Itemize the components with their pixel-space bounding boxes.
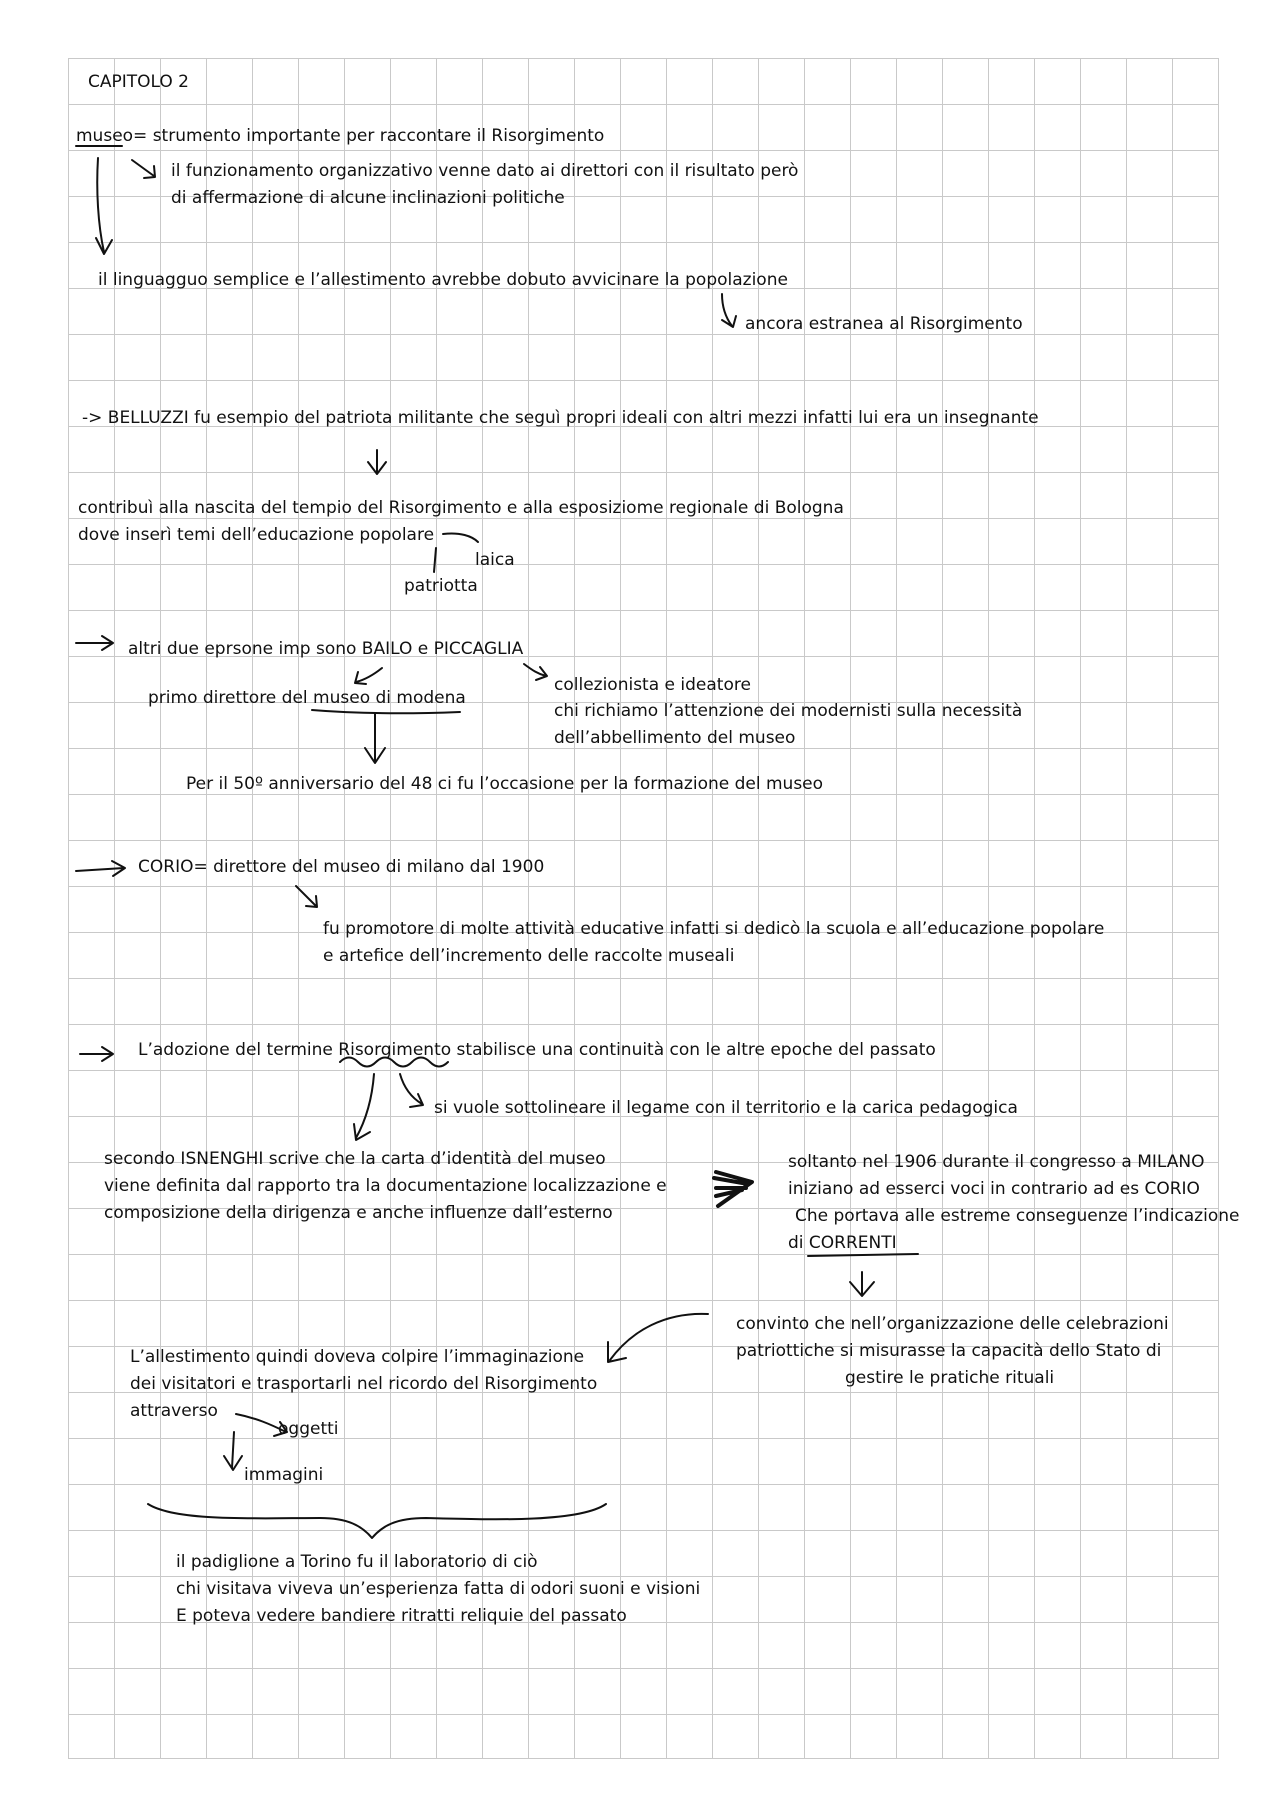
laica-label: laica [475,550,515,570]
padiglione-line-2: chi visitava viveva un’esperienza fatta di odori suoni e visioni [176,1579,701,1599]
convinto-line-2: patriottiche si misurasse la capacità dello Stato di [736,1341,1162,1361]
promotore-line-2: e artefice dell’incremento delle raccolte museali [323,946,735,966]
padiglione-line-3: E poteva vedere bandiere ritratti reliquie del passato [176,1606,627,1626]
milano-line-1: soltanto nel 1906 durante il congresso a MILANO [788,1152,1205,1172]
allestimento-line-3: attraverso [130,1401,218,1421]
milano-line-4: di CORRENTI [788,1233,897,1253]
chapter-title: CAPITOLO 2 [88,72,189,92]
allestimento-line-1: L’allestimento quindi doveva colpire l’immaginazione [130,1347,585,1367]
adozione-line: L’adozione del termine Risorgimento stabilisce una continuità con le altre epoche del passato [138,1040,936,1060]
bailo-line: altri due eprsone imp sono BAILO e PICCAGLIA [128,639,524,659]
convinto-line-3: gestire le pratiche rituali [845,1368,1055,1388]
allestimento-line-2: dei visitatori e trasportarli nel ricordo del Risorgimento [130,1374,598,1394]
collezionista-line-3: dell’abbellimento del museo [554,728,796,748]
belluzzi-line: -> BELLUZZI fu esempio del patriota militante che seguì propri ideali con altri mezzi infatti lui era un insegnante [82,408,1039,428]
linguaggio-line: il linguagguo semplice e l’allestimento avrebbe dobuto avvicinare la popolazione [98,270,788,290]
isnenghi-line-2: viene definita dal rapporto tra la documentazione localizzazione e [104,1176,667,1196]
convinto-line-1: convinto che nell’organizzazione delle celebrazioni [736,1314,1169,1334]
isnenghi-line-3: composizione della dirigenza e anche influenze dall’esterno [104,1203,613,1223]
grid-paper [68,58,1219,1759]
corio-line: CORIO= direttore del museo di milano dal 1900 [138,857,545,877]
legame-line: si vuole sottolineare il legame con il territorio e la carica pedagogica [434,1098,1018,1118]
collezionista-line-1: collezionista e ideatore [554,675,751,695]
padiglione-line-1: il padiglione a Torino fu il laboratorio di ciò [176,1552,538,1572]
estranea-line: ancora estranea al Risorgimento [745,314,1023,334]
patriotta-label: patriotta [404,576,478,596]
contribui-line-1: contribuì alla nascita del tempio del Risorgimento e alla esposiziome regionale di Bologna [78,498,844,518]
milano-line-3: Che portava alle estreme conseguenze l’indicazione [795,1206,1240,1226]
collezionista-line-2: chi richiamo l’attenzione dei modernisti sulla necessità [554,701,1023,721]
promotore-line-1: fu promotore di molte attività educative infatti si dedicò la scuola e all’educazione popolare [323,919,1105,939]
immagini-label: immagini [244,1465,324,1485]
milano-line-2: iniziano ad esserci voci in contrario ad es CORIO [788,1179,1200,1199]
funzionamento-line-1: il funzionamento organizzativo venne dato ai direttori con il risultato però [171,161,799,181]
isnenghi-line-1: secondo ISNENGHI scrive che la carta d’identità del museo [104,1149,606,1169]
contribui-line-2: dove inserì temi dell’educazione popolare [78,525,435,545]
museo-line: museo= strumento importante per raccontare il Risorgimento [76,126,605,146]
primo-direttore-line: primo direttore del museo di modena [148,688,466,708]
funzionamento-line-2: di affermazione di alcune inclinazioni politiche [171,188,565,208]
oggetti-label: oggetti [278,1419,339,1439]
anniversario-line: Per il 50º anniversario del 48 ci fu l’occasione per la formazione del museo [186,774,824,794]
